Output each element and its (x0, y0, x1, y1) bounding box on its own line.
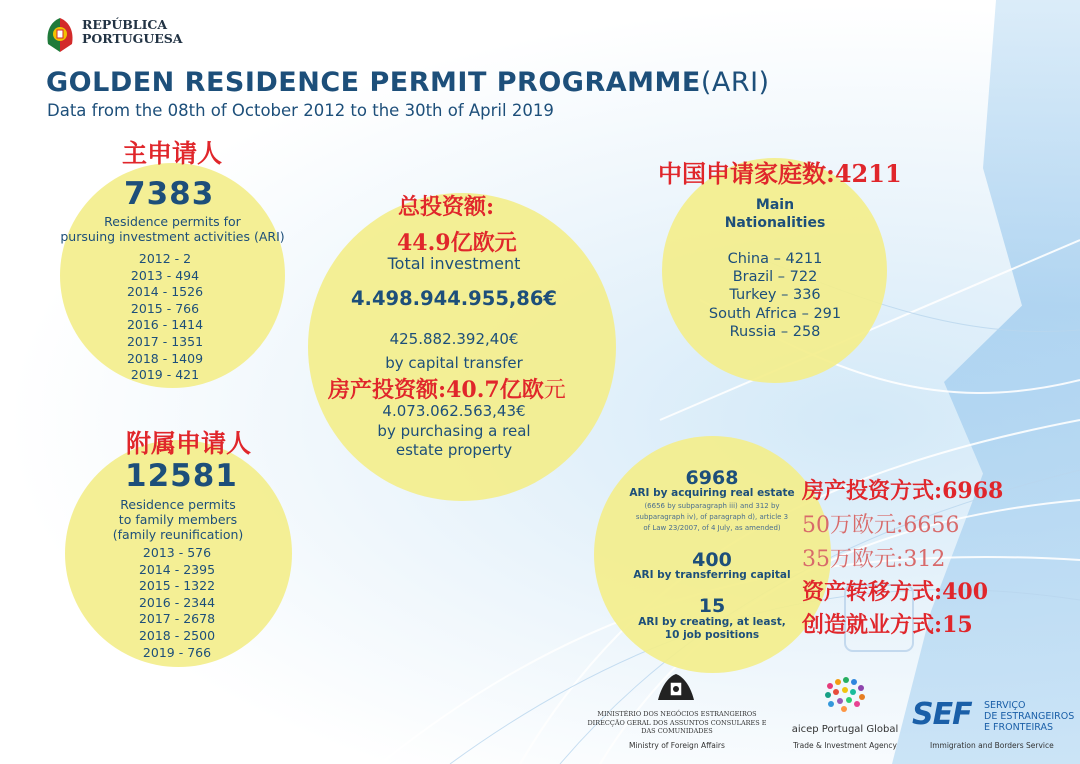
sef-text (984, 700, 1074, 733)
nationality-item: Russia – 258 (729, 323, 821, 340)
ari-real-estate-note (612, 501, 812, 534)
sef-line-3: E FRONTEIRAS (984, 722, 1054, 733)
sef-logo: SEF (912, 697, 972, 732)
cn-method-capital: 资产转移方式:400 (802, 579, 989, 605)
investment-capital-value: 425.882.392,40€ (389, 330, 519, 348)
nationality-item: Brazil – 722 (732, 269, 818, 286)
family-count: 12581 (125, 458, 238, 494)
ari-jobs-label-1: ARI by creating, at least, (638, 616, 786, 628)
family-cn-label: 附属申请人 (126, 429, 252, 458)
main-applicants-year-item: 2018 - 1409 (126, 350, 204, 366)
investment-cn-property-c: 元 (543, 378, 566, 403)
investment-total-label: Total investment (387, 254, 521, 273)
main-applicants-year-item: 2019 - 421 (130, 367, 200, 383)
ministry-line-2: DIRECÇÃO GERAL DOS ASSUNTOS CONSULARES E (587, 718, 767, 727)
ministry-line-3: DAS COMUNIDADES (641, 727, 713, 735)
nationality-item: South Africa – 291 (708, 305, 842, 322)
main-applicants-cn-label: 主申请人 (122, 139, 223, 168)
investment-property-label-1: by purchasing a real (377, 422, 531, 440)
main-applicants-desc-1: Residence permits for (104, 214, 241, 229)
family-desc-3: (family reunification) (112, 527, 244, 542)
ari-real-estate-count: 6968 (685, 467, 739, 489)
nationalities-cn-value: 4211 (834, 159, 902, 188)
family-desc (98, 497, 258, 542)
nationalities-title-1: Main (755, 197, 795, 213)
investment-cn-property (328, 373, 566, 404)
page-subtitle: Data from the 08th of October 2012 to the 30th of April 2019 (47, 101, 554, 120)
main-applicants-desc-2: pursuing investment activities (ARI) (60, 229, 285, 244)
investment-cn-property-a: 房产投资额: (328, 377, 447, 403)
nationalities-cn-label: 中国申请家庭数: (658, 159, 835, 188)
family-desc-2: to family members (118, 512, 238, 527)
sef-caption: Immigration and Borders Service (930, 741, 1054, 750)
ministry-line-1: MINISTÉRIO DOS NEGÓCIOS ESTRANGEIROS (597, 710, 757, 718)
title-suffix: (ARI) (700, 67, 770, 98)
sef-line-2: DE ESTRANGEIROS (984, 711, 1075, 722)
main-applicants-year-item: 2014 - 1526 (126, 284, 204, 300)
cn-method-jobs: 创造就业方式:15 (802, 612, 973, 638)
investment-property-label-2: estate property (395, 441, 513, 459)
ari-capital-count: 400 (692, 549, 732, 571)
page-title (46, 67, 770, 98)
main-applicants-count: 7383 (124, 176, 215, 212)
nationalities-cn (658, 154, 902, 189)
cn-method-sub1: 50万欧元:6656 (802, 513, 960, 538)
logo-line-2: PORTUGUESA (82, 31, 183, 46)
main-applicants-year-item: 2017 - 1351 (126, 333, 204, 349)
family-year-item: 2013 - 576 (142, 545, 212, 560)
family-year-item: 2015 - 1322 (138, 578, 216, 594)
investment-total-value: 4.498.944.955,86€ (350, 287, 558, 310)
family-year-item: 2018 - 2500 (138, 627, 216, 643)
aicep-name: aicep Portugal Global (791, 724, 899, 735)
logo-text (82, 18, 183, 46)
investment-property-label (330, 422, 578, 460)
aicep-logo-icon (822, 674, 868, 718)
investment-cn-total: 总投资额: (398, 194, 495, 220)
ministry-crest-icon (654, 670, 698, 710)
nationalities-title-2: Nationalities (724, 215, 826, 231)
ministry-caption: Ministry of Foreign Affairs (629, 741, 725, 750)
sef-line-1: SERVIÇO (984, 700, 1026, 711)
ministry-text (582, 710, 772, 736)
nationalities-list (690, 250, 860, 341)
main-applicants-year-item: 2015 - 766 (130, 300, 200, 316)
family-year-item: 2014 - 2395 (138, 561, 216, 577)
ari-jobs-label-2: 10 job positions (664, 629, 760, 641)
nationality-item: China – 4211 (727, 251, 823, 267)
main-applicants-years (90, 251, 240, 384)
ari-real-estate-note-2: subparagraph iv), of paragraph d), article 3 (635, 513, 789, 521)
family-year-item: 2017 - 2678 (138, 611, 216, 627)
title-main: GOLDEN RESIDENCE PERMIT PROGRAMME (46, 67, 701, 98)
ari-real-estate-note-3: of Law 23/2007, of 4 July, as amended) (643, 524, 781, 532)
family-year-item: 2019 - 766 (142, 644, 212, 660)
family-year-item: 2016 - 2344 (138, 594, 216, 610)
main-applicants-year-item: 2012 - 2 (138, 251, 192, 266)
main-applicants-year-item: 2013 - 494 (130, 267, 200, 283)
main-applicants-year-item: 2016 - 1414 (126, 317, 204, 333)
cn-method-property: 房产投资方式:6968 (802, 478, 1004, 504)
nationalities-title (700, 196, 850, 232)
investment-cn-property-b: 40.7亿欧 (446, 377, 544, 403)
ari-capital-label: ARI by transferring capital (633, 569, 791, 581)
main-applicants-desc (40, 214, 305, 244)
family-years (102, 545, 252, 661)
investment-property-value: 4.073.062.563,43€ (382, 402, 526, 420)
ari-jobs-count: 15 (698, 595, 726, 617)
ari-real-estate-note-1: (6656 by subparagraph iii) and 312 by (644, 502, 780, 510)
aicep-caption: Trade & Investment Agency (793, 741, 897, 750)
ari-jobs-label (612, 616, 812, 642)
nationality-item: Turkey – 336 (729, 287, 821, 304)
family-desc-1: Residence permits (120, 497, 236, 512)
ari-real-estate-label: ARI by acquiring real estate (629, 487, 795, 499)
cn-method-sub2: 35万欧元:312 (802, 547, 946, 572)
investment-cn-total-value: 44.9亿欧元 (397, 230, 517, 256)
logo-line-1: REPÚBLICA (82, 17, 168, 32)
republic-emblem-icon (44, 16, 76, 58)
investment-capital-label: by capital transfer (385, 354, 523, 372)
